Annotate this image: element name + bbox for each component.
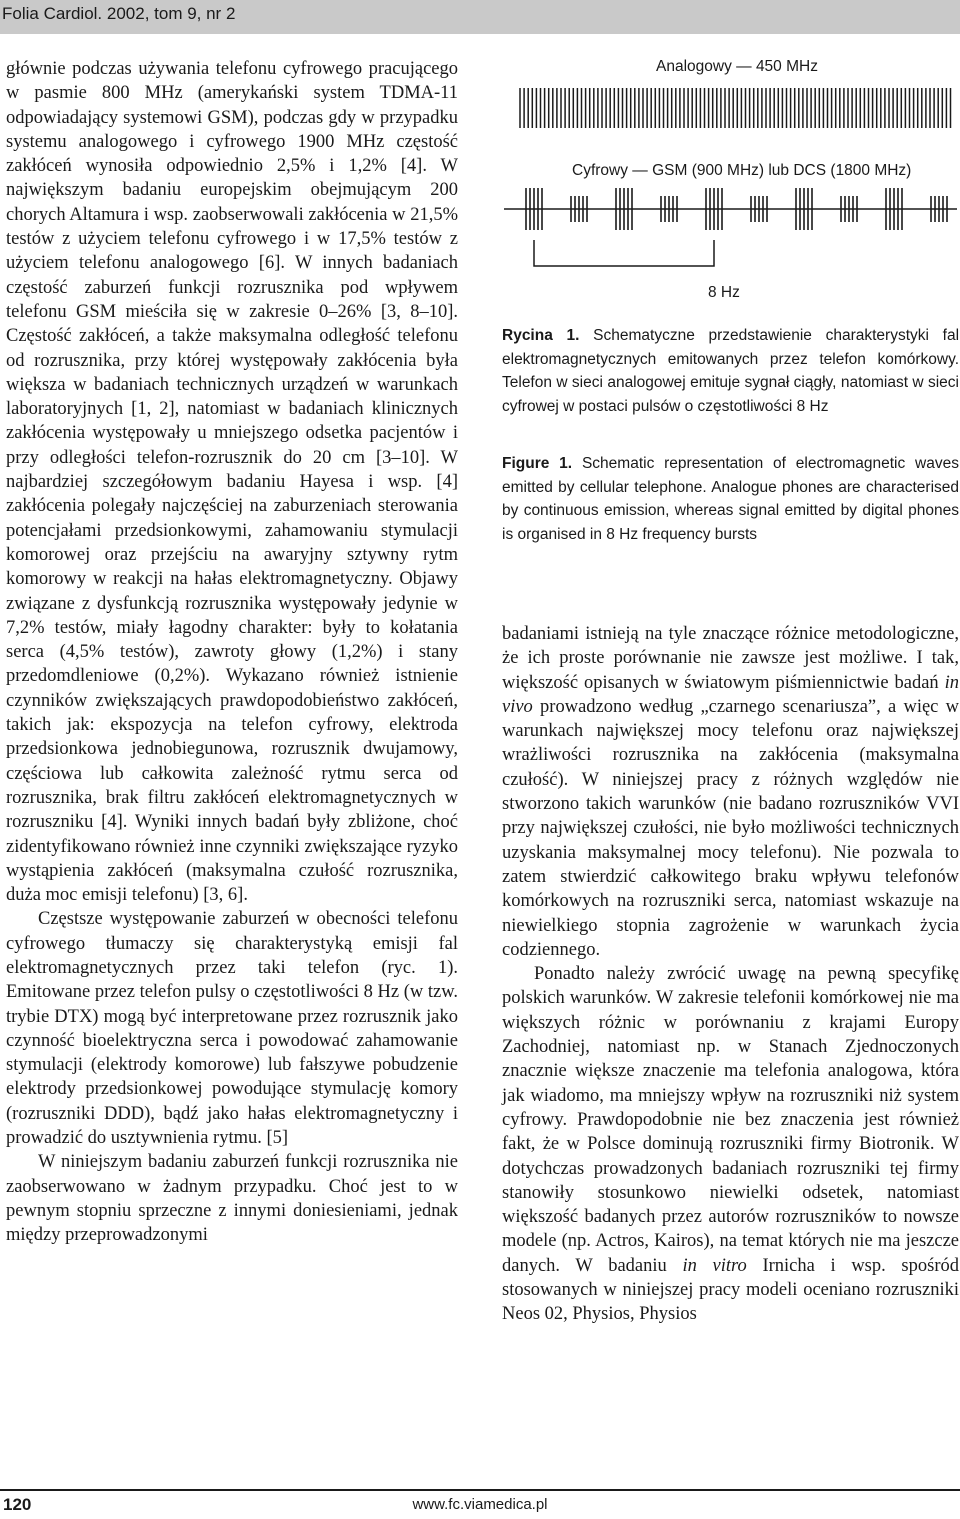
caption-label: Rycina 1.: [502, 327, 580, 344]
digital-waveform: [504, 188, 957, 230]
page-number: 120: [3, 1495, 32, 1514]
caption-text: Schematic representation of electromagnetic waves emitted by cellular telephone. Analogue phones are characterised by continuous emission, whereas signal emitted by digital phones is organised in 8 Hz frequency bursts: [502, 455, 959, 543]
latin-term: in vivo: [502, 672, 959, 717]
body-paragraph: Częstsze występowanie zaburzeń w obecności telefonu cyfrowego tłumaczy się charakterystyką emisji fal elektromagnetycznych przez taki telefon (ryc. 1). Emitowane przez telefon pulsy o częstotliwości 8 Hz (w tzw. trybie DTX) mogą być interpretowane przez rozrusznik jako czynność bioelektryczna serca i powodować zahamowanie stymulacji (elektrody komorowe) lub fałszywe pobudzenie elektrody przedsionkowej powodujące stymulację komory (rozruszniki DDD), bądź jako hałas elektromagnetyczny i prowadzić do usztywnienia rytmu. [5]: [6, 909, 458, 1149]
body-paragraph: Ponadto należy zwrócić uwagę na pewną specyfikę polskich warunków. W zakresie telefonii komórkowej nie ma większych różnic w porównaniu z krajami Europy Zachodniej, natomiast np. w Stanach Zjednoczonych znacznie większe znaczenie ma telefonia analogowa, która jak wiadomo, ma mniejszy wpływ na rozruszniki niż system cyfrowy. Prawdopodobnie nie bez znaczenia jest również fakt, że w Polsce dominują rozruszniki firmy Biotronik. W dotychczas prowadzonych badaniach rozruszniki tej firmy stanowiły stosunkowo niewielki odsetek, natomiast większość badanych przez autorów rozruszników to nowsze modele (np. Actros, Kairos), na temat których nie ma jeszcze danych. W badaniu in vitro Irnicha i wsp. spośród stosowanych w niniejszej pracy modeli oceniano rozruszniki Neos 02, Physios, Physios: [502, 964, 959, 1325]
left-text-column: [6, 57, 458, 1248]
interval-bracket: [534, 240, 714, 266]
journal-citation: Folia Cardiol. 2002, tom 9, nr 2: [2, 4, 236, 23]
caption-text: Schematyczne przedstawienie charakterystyki fal elektromagnetycznych emitowanych przez telefon komórkowy. Telefon w sieci analogowej emituje sygnał ciągły, natomiast w sieci cyfrowej w postaci pulsów o częstotliwości 8 Hz: [502, 327, 960, 415]
caption-label: Figure 1.: [502, 455, 573, 472]
body-paragraph: W niniejszym badaniu zaburzeń funkcji rozrusznika nie zaobserwowano w żadnym przypadku. Choć jest to w pewnym stopniu sprzeczne z innymi doniesieniami, jednak między przeprowadzonymi: [6, 1152, 458, 1246]
analog-waveform: [520, 88, 951, 128]
footer-rule: [0, 1489, 960, 1491]
running-header: [0, 0, 960, 34]
analog-label: Analogowy — 450 MHz: [656, 58, 818, 75]
figure-1: [502, 52, 959, 322]
right-text-column: [502, 622, 959, 1327]
interval-label: 8 Hz: [708, 284, 740, 301]
interval-marker: [534, 240, 714, 266]
figure-caption-en: [502, 452, 959, 546]
figure-caption-pl: [502, 324, 959, 418]
digital-label: Cyfrowy — GSM (900 MHz) lub DCS (1800 MHz): [572, 162, 912, 179]
body-paragraph: głównie podczas używania telefonu cyfrowego pracującego w pasmie 800 MHz (amerykański system TDMA-11 odpowiadający systemowi GSM), podczas gdy w przypadku systemu analogowego i cyfrowego 1900 MHz częstość zakłóceń wynosiła odpowiednio 2,5% i 1,2% [4]. W największym badaniu europejskim obejmującym 200 chorych Altamura i wsp. zaobserwowali zakłócenia w 21,5% testów z użyciem telefonu cyfrowego i w 17,5% testów z użyciem telefonu analogowego [6]. W innych badaniach częstość zaburzeń funkcji rozrusznika pod wpływem telefonu GSM mieściła się w zakresie 0–26% [3, 8–10]. Częstość zakłóceń, a także maksymalna odległość telefonu od rozrusznika, przy której występowały zakłócenia była większa w badaniach technicznych urządzeń w warunkach laboratoryjnych [1, 2], natomiast w badaniach klinicznych zakłócenia występowały u mniejszego odsetka pacjentów i przy odległości telefon-rozrusznik do 20 cm [3–10]. W najbardziej szczegółowym badaniu Hayesa i wsp. [4] zakłócenia polegały najczęściej na zaburzeniach sterowania potencjałami przedsionkowymi, zahamowaniu stymulacji komorowej oraz przejściu na awaryjny sztywny rytm komorowy w reakcji na hałas elektromagnetyczny. Objawy związane z dysfunkcją rozrusznika występowały jedynie w 7,2% testów, miały łagodny charakter: były to kołatania serca (4,5% testów), zawroty głowy (1,2%) i stany przedomdleniowe (0,2%). Wykazano również istnienie czynników zwiększających prawdopodobieństwo zakłóceń, takich jak: ekspozycja na telefon cyfrowy, elektroda przedsionkowa jednobiegunowa, rozrusznik dwujamowy, częściowa lub całkowita zależność rytmu serca od rozrusznika, brak filtru zakłóceń elektromagnetycznych w rozruszniku [4]. Wyniki innych badań były zbliżone, choć zidentyfikowano również inne czynniki zwiększające ryzyko wystąpienia zakłóceń (maksymalna czułość rozrusznika, duża moc emisji telefonu) [3, 6].: [6, 59, 458, 906]
waveform-diagram: [502, 52, 959, 322]
latin-term: in vitro: [682, 1255, 747, 1276]
body-paragraph: badaniami istnieją na tyle znaczące różnice metodologiczne, że ich proste porównanie nie zawsze jest możliwe. I tak, większość opisanych w światowym piśmiennictwie badań in vivo prowadzono według „czarnego scenariusza”, a więc w warunkach największej mocy telefonu oraz największej wrażliwości rozrusznika na zakłócenia (maksymalna czułość). W niniejszej pracy z różnych względów nie stworzono takich warunków (nie badano rozruszników VVI przy największej czułości, nie było możliwości technicznych uzyskania maksymalnej mocy telefonu). Nie pozwala to zatem stwierdzić całkowitego braku wpływu telefonów komórkowych na rozruszniki serca, natomiast wskazuje na niewielkiego stopnia zagrożenie w warunkach życia codziennego.: [502, 624, 959, 960]
journal-url: www.fc.viamedica.pl: [412, 1496, 548, 1513]
